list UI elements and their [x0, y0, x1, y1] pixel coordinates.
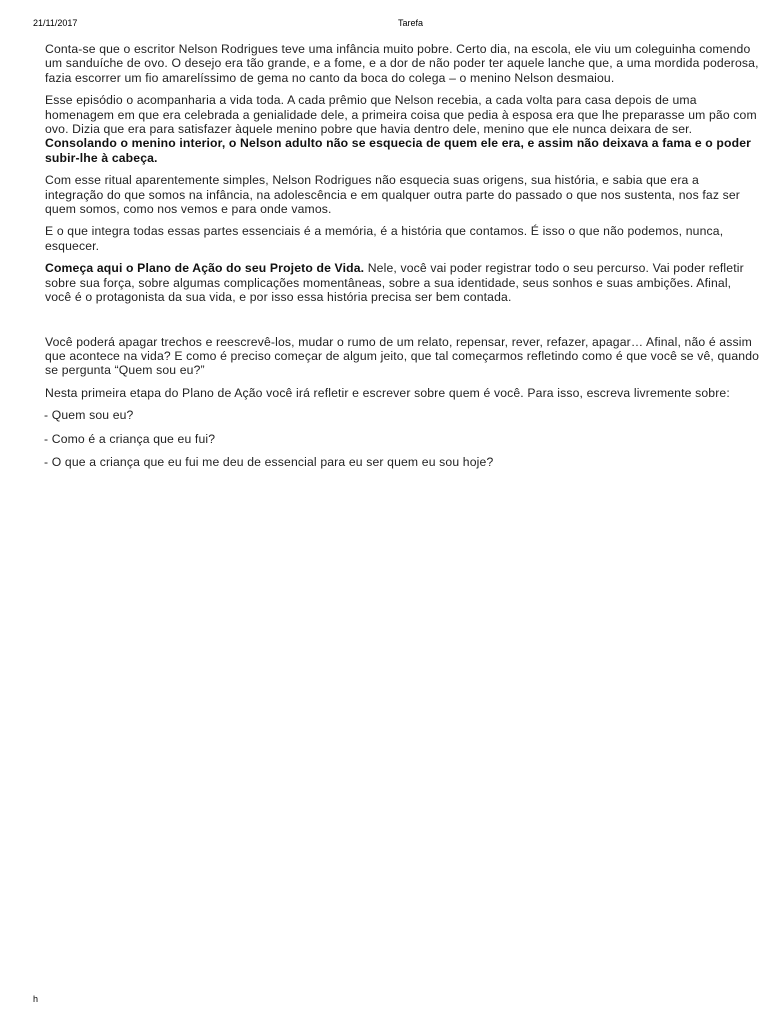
paragraph-action-plan [45, 261, 760, 304]
paragraph-text: Nele, você vai poder registrar todo o seu percurso. Vai poder refletir sobre sua força, sobre algumas complicações momentâneas, sobre a sua identidade, seus sonhos e suas ambições. Afinal, você é o protagonista da sua vida, e por isso essa história precisa ser bem contada. [45, 261, 744, 305]
question-item: - Como é a criança que eu fui? [44, 431, 216, 446]
paragraph-text: Com esse ritual aparentemente simples, Nelson Rodrigues não esquecia suas origens, sua história, e sabia que era a integração do que somos na infância, na adolescência e em qualquer outra parte do passado o que nos sustenta, nos faz ser quem somos, como nos vemos e para onde vamos. [45, 173, 741, 217]
print-date: 21/11/2017 [33, 18, 78, 28]
paragraph-text: E o que integra todas essas partes essenciais é a memória, é a história que contamos. É isso o que não podemos, nunca, esquecer. [45, 224, 724, 253]
paragraph-text: Você poderá apagar trechos e reescrevê-los, mudar o rumo de um relato, repensar, rever, refazer, apagar… Afinal, não é assim que acontece na vida? E como é preciso começar de algum jeito, que tal começarmos refletindo como é que você se vê, quando se pergunta “Quem sou eu?” [45, 334, 760, 378]
paragraph-instructions [45, 386, 760, 400]
paragraph-rewrite [45, 335, 760, 378]
document-body [45, 42, 760, 478]
paragraph-ritual [45, 173, 760, 216]
paragraph-text: Conta-se que o escritor Nelson Rodrigues teve uma infância muito pobre. Certo dia, na escola, ele viu um coleguinha comendo um sanduíche de ovo. O desejo era tão grande, e a fome, e a dor de não poder ter aquele lanche que, a uma mordida poderosa, fazia escorrer um fio amarelíssimo de gema no canto da boca do colega – o menino Nelson desmaiou. [45, 42, 759, 85]
print-title: Tarefa [398, 18, 424, 28]
paragraph-text: Nesta primeira etapa do Plano de Ação você irá refletir e escrever sobre quem é você. Para isso, escreva livremente sobre: [45, 385, 730, 400]
paragraph-intro [45, 42, 760, 85]
print-footer-mark: h [33, 994, 39, 1004]
paragraph-bold-text: Começa aqui o Plano de Ação do seu Projeto de Vida. [45, 261, 365, 276]
question-item: - Quem sou eu? [44, 408, 134, 423]
paragraph-episode [45, 93, 760, 165]
paragraph-memory [45, 224, 760, 253]
paragraph-bold-text: Consolando o menino interior, o Nelson adulto não se esquecia de quem ele era, e assim não deixava a fama e o poder subir-lhe à cabeça. [45, 136, 752, 165]
question-item: - O que a criança que eu fui me deu de essencial para eu ser quem eu sou hoje? [44, 454, 494, 469]
paragraph-text: Esse episódio o acompanharia a vida toda. A cada prêmio que Nelson recebia, a cada volta para casa depois de uma homenagem em que era celebrada a genialidade dele, a primeira coisa que pedia à esposa era que lhe preparasse um pão com ovo. Dizia que era para satisfazer àquele menino pobre que havia dentro dele, menino que ele nunca deixara de ser. [45, 93, 757, 137]
print-header [0, 18, 768, 30]
